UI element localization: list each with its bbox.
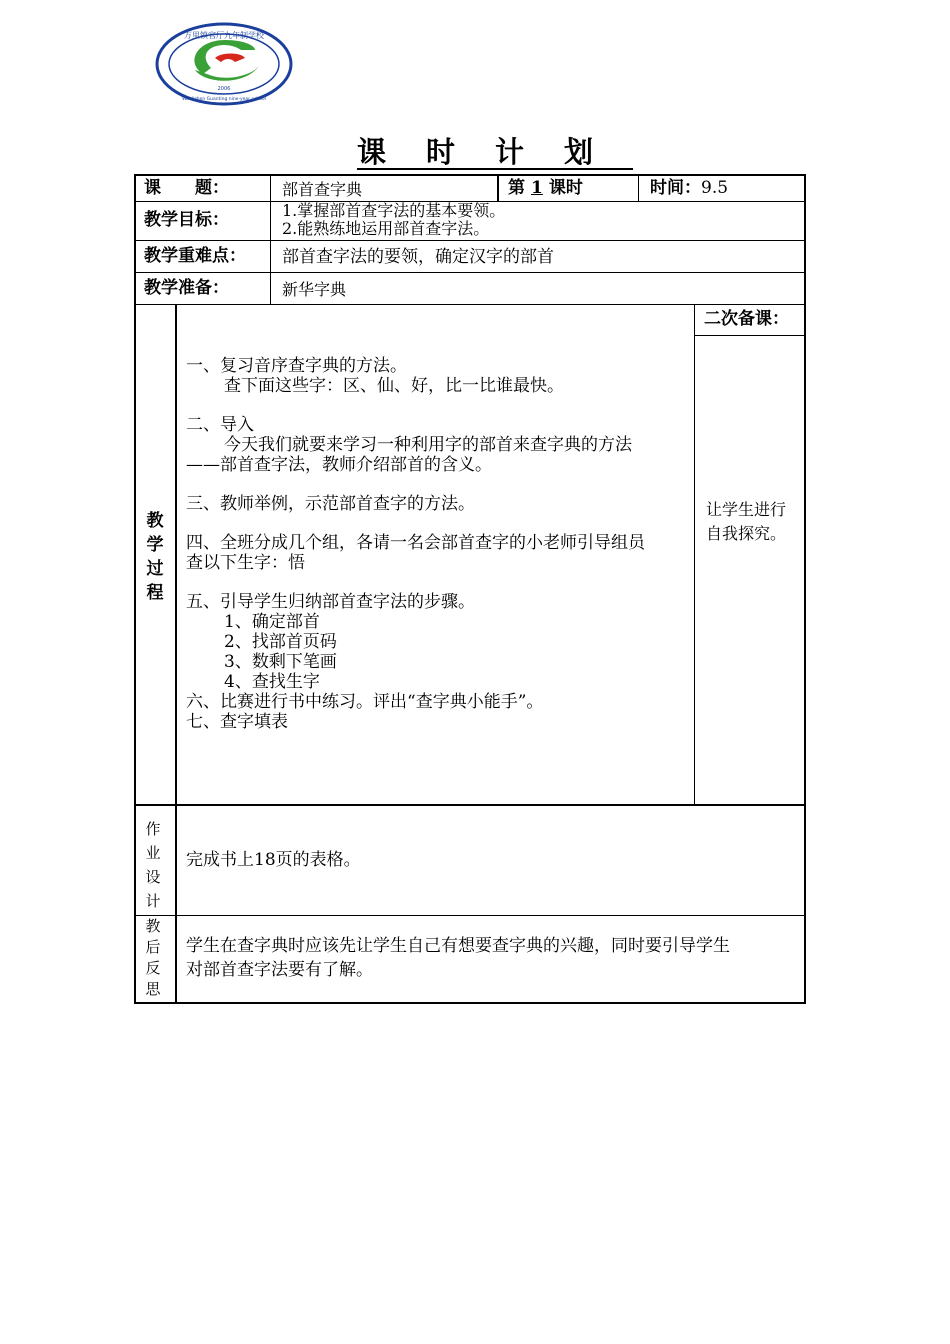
logo-bottom-text: Wanlizhen Guanting nine-year school <box>182 97 266 102</box>
lesson-number: 第 1 课时 <box>508 178 583 198</box>
secondary-prep-note: 让学生进行 自我探究。 <box>706 500 787 543</box>
key-points-label: 教学重难点： <box>144 246 246 266</box>
key-points-value: 部首查字法的要领，确定汉字的部首 <box>282 247 554 267</box>
reflection-value: 学生在查字典时应该先让学生自己有想要查字典的兴趣，同时要引导学生 对部首查字法要有了解。 <box>186 936 730 980</box>
reflection-label: 教 后 反 思 <box>145 917 161 998</box>
prep-value: 新华字典 <box>282 280 347 299</box>
topic-value: 部首查字典 <box>282 180 363 199</box>
secondary-prep-label: 二次备课： <box>704 309 789 329</box>
logo-top-text: 万里镇官厅九年制学校 <box>184 31 264 40</box>
goals-value: 1.掌握部首查字法的基本要领。 2.能熟练地运用部首查字法。 <box>282 201 506 238</box>
homework-value: 完成书上18页的表格。 <box>186 850 361 870</box>
goals-label: 教学目标： <box>144 210 229 230</box>
school-logo <box>155 22 293 106</box>
page-title: 课时计划 <box>356 135 633 169</box>
time-field: 时间：9.5 <box>650 178 729 198</box>
topic-label: 课 题： <box>144 178 229 198</box>
prep-label: 教学准备： <box>144 278 229 298</box>
logo-year: 2006 <box>217 86 231 92</box>
homework-label: 作 业 设 计 <box>145 820 161 910</box>
process-content: 一、复习音序查字典的方法。 查下面这些字：区、仙、好，比一比谁最快。 二、导入 今天我们就要来学习一种利用字的部首来查字典的方法 ——部首查字法，教师介绍部首的含义。 三、教师举例，示范部首查字的方法。 四、全班分成几个组，各请一名会部首查字的小老师引导组员 查以下生字：悟 五、引导学生归纳部首查字法的步骤。 1、确定部首 2、找部首页码 3、数剩下笔画 4、查找生字 六、比赛进行书中练习。评出“查字典小能手”。 七、查字填表 <box>186 356 645 732</box>
process-label: 教 学 过 程 <box>146 511 164 603</box>
